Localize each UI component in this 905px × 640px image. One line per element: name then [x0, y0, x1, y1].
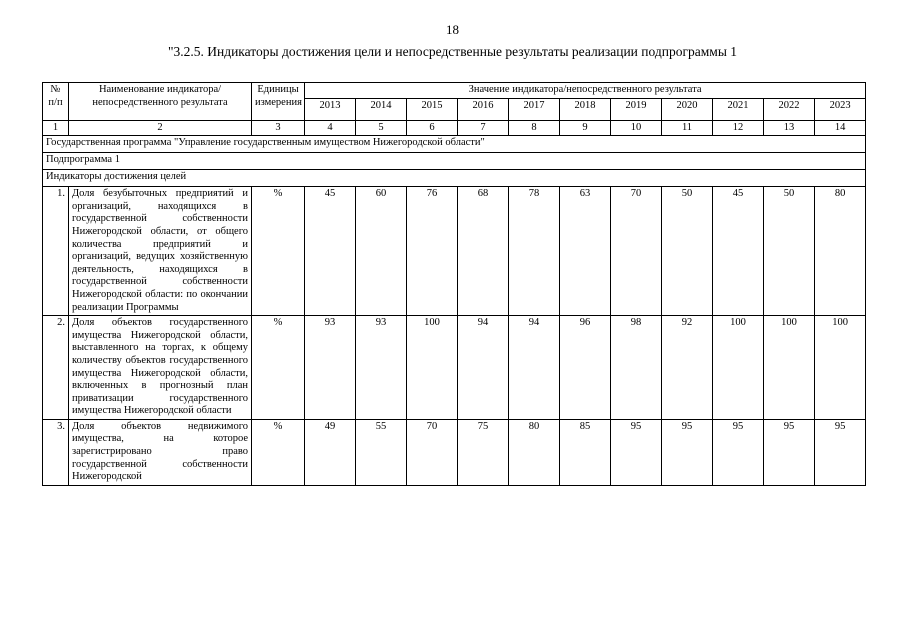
- indicator-name: Доля объектов недвижимого имущества, на которое зарегистрировано право государственной собственности Нижегородской: [69, 419, 252, 485]
- section-title: Индикаторы достижения целей: [43, 170, 866, 187]
- value-cell: 76: [407, 187, 458, 316]
- value-cell: 98: [611, 316, 662, 420]
- value-cell: 70: [611, 187, 662, 316]
- header-year: 2014: [356, 98, 407, 120]
- value-cell: 49: [305, 419, 356, 485]
- value-cell: 60: [356, 187, 407, 316]
- header-row: [43, 83, 866, 99]
- header-year: 2020: [662, 98, 713, 120]
- unit-cell: %: [252, 316, 305, 420]
- value-cell: 95: [815, 419, 866, 485]
- header-name: Наименование индикатора/непосредственного результата: [69, 83, 252, 121]
- value-cell: 100: [764, 316, 815, 420]
- value-cell: 96: [560, 316, 611, 420]
- value-cell: 70: [407, 419, 458, 485]
- page-number: 18: [446, 22, 459, 37]
- section-row: [43, 170, 866, 187]
- header-year: 2023: [815, 98, 866, 120]
- column-number: 2: [69, 120, 252, 136]
- column-number-row: [43, 120, 866, 136]
- header-unit: Единицы измерения: [252, 83, 305, 121]
- unit-cell: %: [252, 419, 305, 485]
- value-cell: 93: [305, 316, 356, 420]
- header-year: 2017: [509, 98, 560, 120]
- value-cell: 80: [815, 187, 866, 316]
- column-number: 5: [356, 120, 407, 136]
- header-year: 2022: [764, 98, 815, 120]
- column-number: 11: [662, 120, 713, 136]
- value-cell: 55: [356, 419, 407, 485]
- value-cell: 100: [713, 316, 764, 420]
- column-number: 9: [560, 120, 611, 136]
- header-year: 2013: [305, 98, 356, 120]
- indicators-table: [42, 82, 866, 486]
- indicator-name: Доля безубыточных предприятий и организаций, находящихся в государственной собственности Нижегородской области, от общего количества предприятий и организаций, ведущих хозяйственную деятельность, находящихся в государственной собственности Нижегородской области: по окончании реализации Программы: [69, 187, 252, 316]
- row-number: 1.: [43, 187, 69, 316]
- section-title: Государственная программа "Управление государственным имуществом Нижегородской области": [43, 136, 866, 153]
- value-cell: 100: [815, 316, 866, 420]
- column-number: 7: [458, 120, 509, 136]
- value-cell: 50: [662, 187, 713, 316]
- value-cell: 95: [662, 419, 713, 485]
- value-cell: 80: [509, 419, 560, 485]
- value-cell: 45: [713, 187, 764, 316]
- value-cell: 95: [764, 419, 815, 485]
- value-cell: 100: [407, 316, 458, 420]
- value-cell: 95: [611, 419, 662, 485]
- section-title: Подпрограмма 1: [43, 153, 866, 170]
- header-year: 2018: [560, 98, 611, 120]
- header-year: 2019: [611, 98, 662, 120]
- column-number: 3: [252, 120, 305, 136]
- section-row: [43, 153, 866, 170]
- value-cell: 75: [458, 419, 509, 485]
- section-row: [43, 136, 866, 153]
- value-cell: 85: [560, 419, 611, 485]
- column-number: 4: [305, 120, 356, 136]
- row-number: 3.: [43, 419, 69, 485]
- value-cell: 94: [509, 316, 560, 420]
- header-year: 2015: [407, 98, 458, 120]
- unit-cell: %: [252, 187, 305, 316]
- table-row: [43, 187, 866, 316]
- value-cell: 78: [509, 187, 560, 316]
- value-cell: 92: [662, 316, 713, 420]
- table-row: [43, 419, 866, 485]
- value-cell: 95: [713, 419, 764, 485]
- column-number: 6: [407, 120, 458, 136]
- header-year: 2021: [713, 98, 764, 120]
- column-number: 10: [611, 120, 662, 136]
- value-cell: 50: [764, 187, 815, 316]
- indicator-name: Доля объектов государственного имущества Нижегородской области, выставленного на торгах, к общему количеству объектов государственного имущества Нижегородской области, включенных в прогнозный план приватизации государственного имущества Нижегородской области: [69, 316, 252, 420]
- column-number: 14: [815, 120, 866, 136]
- document-heading: "3.2.5. Индикаторы достижения цели и непосредственные результаты реализации подпрограммы 1: [167, 44, 738, 59]
- table-row: [43, 316, 866, 420]
- value-cell: 45: [305, 187, 356, 316]
- column-number: 1: [43, 120, 69, 136]
- value-cell: 93: [356, 316, 407, 420]
- column-number: 12: [713, 120, 764, 136]
- column-number: 13: [764, 120, 815, 136]
- value-cell: 63: [560, 187, 611, 316]
- header-num: № п/п: [43, 83, 69, 121]
- value-cell: 94: [458, 316, 509, 420]
- value-cell: 68: [458, 187, 509, 316]
- header-year: 2016: [458, 98, 509, 120]
- header-value-group: Значение индикатора/непосредственного результата: [305, 83, 866, 99]
- column-number: 8: [509, 120, 560, 136]
- row-number: 2.: [43, 316, 69, 420]
